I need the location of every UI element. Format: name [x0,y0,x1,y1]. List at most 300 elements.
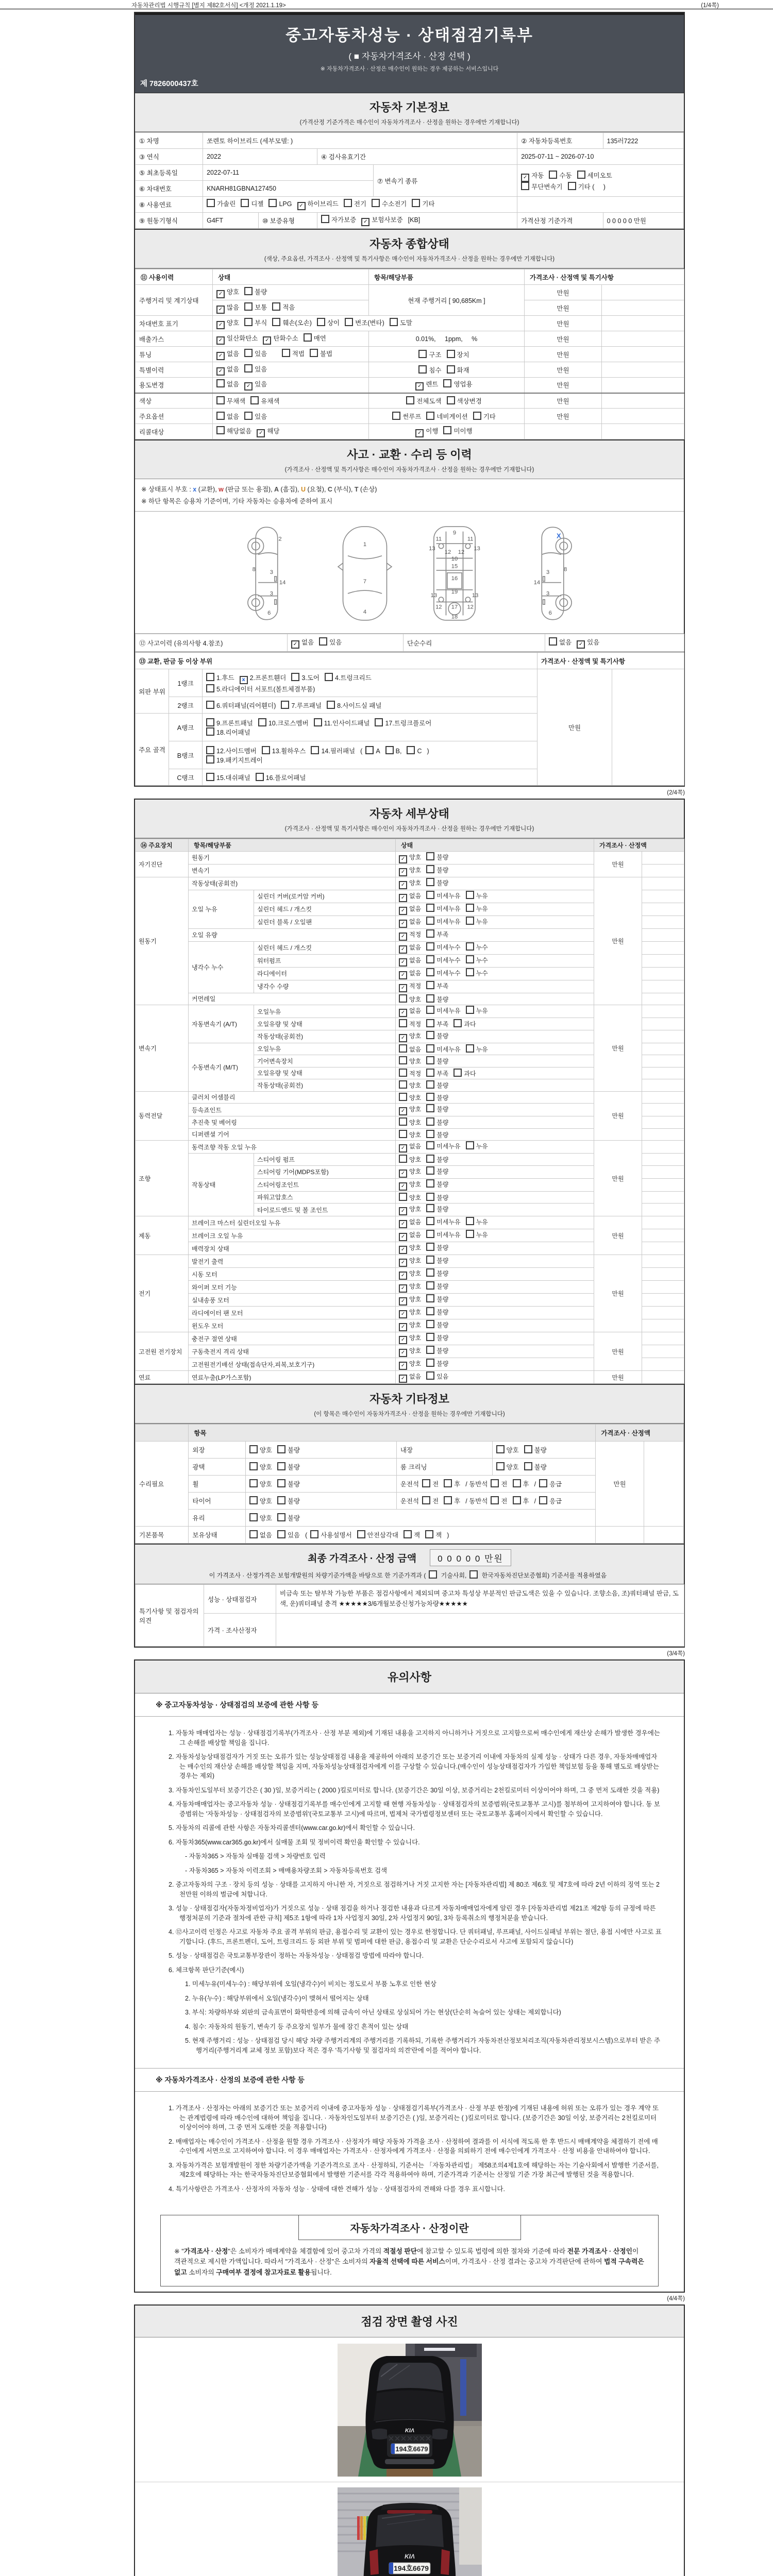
checkbox-option[interactable] [466,891,488,900]
checkbox-option[interactable] [447,350,469,359]
checkbox-option[interactable] [399,1093,421,1102]
empty-box-icon[interactable] [426,1307,434,1315]
checkbox-option[interactable] [240,673,287,684]
checked-box-icon[interactable]: ✓ [244,382,253,391]
empty-box-icon[interactable] [357,1530,365,1538]
checkbox-option[interactable] [426,1268,448,1278]
checkbox-option[interactable] [244,287,267,296]
checked-box-icon[interactable]: ✓ [399,1310,407,1318]
empty-box-icon[interactable] [496,1445,505,1453]
checked-box-icon[interactable]: ✓ [216,352,225,360]
checkbox-option[interactable] [291,637,314,649]
checkbox-option[interactable] [399,1333,421,1344]
empty-box-icon[interactable] [250,396,259,404]
checked-box-icon[interactable]: ✓ [399,920,407,928]
checkbox-option[interactable] [250,396,279,405]
empty-box-icon[interactable] [277,1513,285,1521]
empty-box-icon[interactable] [577,171,585,179]
checked-box-icon[interactable]: ✓ [291,640,299,649]
checkbox-option[interactable] [399,1230,421,1241]
checkbox-option[interactable] [426,1333,448,1342]
empty-box-icon[interactable] [216,426,225,434]
checked-box-icon[interactable]: ✓ [521,174,529,182]
checked-box-icon[interactable]: ✓ [577,640,585,649]
checked-box-icon[interactable]: ✓ [399,1336,407,1344]
checked-box-icon[interactable]: ✓ [399,1009,407,1017]
checkbox-option[interactable] [249,1530,272,1539]
checkbox-option[interactable] [513,1496,529,1505]
checkbox-option[interactable] [277,1530,300,1539]
empty-box-icon[interactable] [426,1093,434,1101]
checkbox-option[interactable] [325,673,372,682]
empty-box-icon[interactable] [399,1080,407,1089]
empty-box-icon[interactable] [399,994,407,1003]
checkbox-option[interactable] [496,1445,519,1454]
checkbox-option[interactable] [426,942,460,952]
empty-box-icon[interactable] [425,1530,433,1538]
checked-box-icon[interactable]: ✓ [399,933,407,941]
checkbox-option[interactable] [249,1462,272,1471]
checkbox-option[interactable] [277,1462,300,1471]
checkbox-option[interactable] [539,1496,562,1505]
empty-box-icon[interactable] [426,1019,434,1027]
checkbox-option[interactable] [216,287,239,298]
checkbox-option[interactable] [241,199,263,208]
checkbox-option[interactable] [399,1019,421,1028]
empty-box-icon[interactable] [404,1530,412,1538]
checked-box-icon[interactable]: ✓ [399,1246,407,1254]
checkbox-option[interactable] [399,1006,421,1017]
empty-box-icon[interactable] [319,637,327,646]
checkbox-option[interactable] [317,318,340,327]
empty-box-icon[interactable] [314,718,322,726]
checkbox-option[interactable] [399,1105,421,1115]
checked-box-icon[interactable]: ✓ [257,429,265,437]
checkbox-option[interactable] [361,215,402,226]
checkbox-option[interactable] [466,1006,488,1015]
checkbox-option[interactable] [426,1320,448,1329]
empty-box-icon[interactable] [244,318,253,326]
checkbox-option[interactable] [399,1155,421,1164]
checkbox-option[interactable] [390,318,412,327]
checkbox-option[interactable] [256,773,306,782]
checkbox-option[interactable] [277,1513,300,1522]
checkbox-option[interactable] [249,1496,272,1505]
empty-box-icon[interactable] [447,396,455,404]
empty-box-icon[interactable] [513,1496,521,1504]
empty-box-icon[interactable] [321,215,329,223]
checked-box-icon[interactable]: ✓ [297,202,306,210]
empty-box-icon[interactable] [426,1044,434,1053]
checked-box-icon[interactable]: ✓ [361,218,369,226]
empty-box-icon[interactable] [426,878,434,886]
checkbox-option[interactable] [426,1193,448,1202]
empty-box-icon[interactable] [399,1117,407,1126]
checked-box-icon[interactable]: ✓ [399,1362,407,1370]
checkbox-option[interactable] [426,1044,460,1054]
checkbox-option[interactable] [568,182,606,191]
checkbox-option[interactable] [216,302,239,314]
empty-box-icon[interactable] [549,171,557,179]
checkbox-option[interactable] [244,412,267,421]
empty-box-icon[interactable] [418,350,427,358]
checked-box-icon[interactable]: ✓ [216,290,225,298]
empty-box-icon[interactable] [244,302,253,311]
empty-box-icon[interactable] [249,1530,258,1538]
checkbox-option[interactable] [365,746,380,755]
empty-box-icon[interactable] [311,746,319,754]
checkbox-option[interactable] [418,365,441,375]
empty-box-icon[interactable] [426,1243,434,1251]
checkbox-option[interactable] [399,981,421,992]
empty-box-icon[interactable] [262,746,270,754]
checkbox-option[interactable] [244,318,267,327]
checkbox-option[interactable] [415,426,438,437]
empty-box-icon[interactable] [426,1333,434,1341]
checked-box-icon[interactable]: ✓ [216,306,225,314]
empty-box-icon[interactable] [426,994,434,1003]
checkbox-option[interactable] [249,1479,272,1488]
checkbox-option[interactable] [549,637,572,647]
checkbox-option[interactable] [425,1530,442,1539]
checkbox-option[interactable] [415,379,438,391]
empty-box-icon[interactable] [426,1256,434,1264]
empty-box-icon[interactable] [412,199,420,207]
checkbox-option[interactable] [399,1069,421,1078]
empty-box-icon[interactable] [426,955,434,963]
checkbox-option[interactable] [426,1346,448,1355]
empty-box-icon[interactable] [281,701,289,709]
checkbox-option[interactable] [216,379,239,388]
empty-box-icon[interactable] [426,929,434,938]
checkbox-option[interactable] [444,1496,460,1505]
checked-box-icon[interactable]: ✓ [399,894,407,902]
empty-box-icon[interactable] [426,1155,434,1163]
empty-box-icon[interactable] [206,727,214,736]
checked-box-icon[interactable]: ✓ [399,1272,407,1280]
checkbox-option[interactable] [426,1281,448,1291]
checkbox-option[interactable] [426,1204,448,1213]
empty-box-icon[interactable] [207,199,215,207]
empty-box-icon[interactable] [249,1496,258,1504]
checkbox-option[interactable] [426,878,448,887]
checkbox-option[interactable] [277,1445,300,1454]
checkbox-option[interactable] [399,1180,421,1191]
empty-box-icon[interactable] [426,1217,434,1225]
checkbox-option[interactable] [244,302,267,312]
checkbox-option[interactable] [216,333,258,345]
checked-box-icon[interactable]: ✓ [415,429,424,437]
checkbox-option[interactable] [521,182,562,191]
empty-box-icon[interactable] [426,1056,434,1064]
checkbox-option[interactable] [466,917,488,926]
empty-box-icon[interactable] [426,1130,434,1138]
checkbox-option[interactable] [426,1155,448,1164]
checked-box-icon[interactable]: ✓ [415,382,424,391]
empty-box-icon[interactable] [473,412,481,420]
empty-box-icon[interactable] [426,1117,434,1126]
checkbox-option[interactable] [453,1019,476,1028]
empty-box-icon[interactable] [447,350,455,358]
checkbox-option[interactable] [491,1496,507,1505]
empty-box-icon[interactable] [443,426,451,434]
checked-box-icon[interactable]: ✓ [216,321,225,329]
empty-box-icon[interactable] [422,1496,430,1504]
empty-box-icon[interactable] [443,379,451,387]
checkbox-option[interactable] [291,673,320,682]
empty-box-icon[interactable] [272,302,280,311]
empty-box-icon[interactable] [426,917,434,925]
checkbox-option[interactable] [399,1256,421,1267]
empty-box-icon[interactable] [466,942,474,951]
empty-box-icon[interactable] [249,1513,258,1521]
empty-box-icon[interactable] [426,852,434,860]
checkbox-option[interactable] [399,1080,421,1090]
empty-box-icon[interactable] [277,1530,285,1538]
checkbox-option[interactable] [399,1193,421,1202]
checkbox-option[interactable] [524,1445,547,1454]
checked-box-icon[interactable]: ✓ [216,367,225,376]
checkbox-option[interactable] [466,1141,488,1150]
checkbox-option[interactable] [426,1256,448,1265]
checkbox-option[interactable] [399,1142,421,1153]
checkbox-option[interactable] [426,1019,448,1028]
checkbox-option[interactable] [426,1056,448,1065]
checkbox-option[interactable] [577,171,612,180]
checkbox-option[interactable] [372,199,407,208]
empty-box-icon[interactable] [426,1193,434,1201]
checked-box-icon[interactable]: ✓ [399,984,407,992]
checkbox-option[interactable] [399,943,421,954]
empty-box-icon[interactable] [426,1080,434,1089]
checkbox-option[interactable] [399,1308,421,1318]
checkbox-option[interactable] [496,1462,519,1471]
checkbox-option[interactable] [399,853,421,863]
checkbox-option[interactable] [399,969,421,979]
checkbox-option[interactable] [206,673,234,682]
checked-box-icon[interactable]: ✓ [399,1034,407,1042]
checkbox-option[interactable] [426,1006,460,1015]
checkbox-option[interactable] [327,701,381,710]
empty-box-icon[interactable] [549,637,557,646]
checkbox-option[interactable] [399,866,421,876]
checkbox-option[interactable] [216,318,239,329]
checkbox-option[interactable] [272,302,295,312]
checked-box-icon[interactable]: ✓ [399,855,407,863]
checkbox-option[interactable] [466,1230,488,1239]
empty-box-icon[interactable] [268,199,277,207]
checkbox-option[interactable] [392,412,421,421]
empty-box-icon[interactable] [496,1462,505,1470]
empty-box-icon[interactable] [422,1479,430,1487]
empty-box-icon[interactable] [249,1445,258,1453]
checkbox-option[interactable] [426,1031,448,1040]
checkbox-option[interactable] [399,1295,421,1306]
checkbox-option[interactable] [263,333,298,345]
checkbox-option[interactable] [426,968,460,977]
checkbox[interactable] [469,1570,478,1579]
checkbox-option[interactable] [426,994,448,1004]
empty-box-icon[interactable] [426,412,434,420]
empty-box-icon[interactable] [345,318,353,326]
checkbox-option[interactable] [304,333,326,343]
empty-box-icon[interactable] [426,1006,434,1014]
empty-box-icon[interactable] [272,318,280,326]
checked-box-icon[interactable]: ✓ [399,907,407,915]
checkbox-option[interactable] [406,396,441,405]
empty-box-icon[interactable] [568,182,576,190]
checkbox-option[interactable] [399,1346,421,1357]
empty-box-icon[interactable] [244,412,253,420]
empty-box-icon[interactable] [399,1193,407,1201]
checkbox-option[interactable] [426,891,460,900]
checkbox-option[interactable] [375,718,431,727]
checked-box-icon[interactable]: ✓ [399,1349,407,1357]
checkbox-option[interactable] [399,917,421,928]
empty-box-icon[interactable] [399,1019,407,1027]
checkbox-option[interactable] [272,318,312,327]
checkbox-option[interactable] [257,426,279,437]
checked-box-icon[interactable]: ✓ [399,1144,407,1153]
empty-box-icon[interactable] [491,1496,499,1504]
checkbox-option[interactable] [244,379,267,391]
checked-box-icon[interactable]: ✓ [399,971,407,979]
empty-box-icon[interactable] [466,904,474,912]
checkbox-option[interactable] [277,1496,300,1505]
checkbox-option[interactable] [310,1530,351,1539]
checkbox-option[interactable] [281,701,322,710]
checkbox-option[interactable] [399,1282,421,1293]
empty-box-icon[interactable] [426,968,434,976]
checkbox-option[interactable] [399,1217,421,1228]
checkbox-option[interactable] [418,350,441,359]
checkbox-option[interactable] [277,1479,300,1488]
checked-box-icon[interactable]: ✓ [399,1375,407,1383]
checkbox-option[interactable] [399,891,421,902]
checkbox-option[interactable] [426,981,448,990]
empty-box-icon[interactable] [426,891,434,899]
checked-box-icon[interactable]: ✓ [263,336,271,345]
checkbox-option[interactable] [399,956,421,967]
empty-box-icon[interactable] [466,1217,474,1225]
checkbox-option[interactable] [404,1530,420,1539]
checkbox-option[interactable] [399,1372,421,1383]
checkbox-option[interactable] [399,1056,421,1065]
empty-box-icon[interactable] [466,968,474,976]
empty-box-icon[interactable] [206,746,214,754]
checkbox-option[interactable] [206,684,315,693]
empty-box-icon[interactable] [453,1019,462,1027]
checkbox-option[interactable] [249,1445,272,1454]
checkbox-option[interactable] [426,929,448,939]
empty-box-icon[interactable] [453,1069,462,1077]
empty-box-icon[interactable] [426,1179,434,1188]
empty-box-icon[interactable] [399,1130,407,1138]
empty-box-icon[interactable] [426,1141,434,1149]
checkbox-option[interactable] [466,904,488,913]
empty-box-icon[interactable] [399,1044,407,1053]
empty-box-icon[interactable] [524,1445,532,1453]
empty-box-icon[interactable] [365,746,374,754]
checked-box-icon[interactable]: ✓ [399,1182,407,1191]
checkbox-option[interactable] [268,199,292,208]
empty-box-icon[interactable] [426,1166,434,1175]
checkbox-option[interactable] [426,1359,448,1368]
empty-box-icon[interactable] [372,199,380,207]
checked-box-icon[interactable]: ✓ [399,1259,407,1267]
empty-box-icon[interactable] [466,1230,474,1238]
checkbox-option[interactable] [262,746,306,755]
checkbox-option[interactable] [216,412,239,421]
checkbox-option[interactable] [426,917,460,926]
checkbox-option[interactable] [426,1307,448,1316]
checkbox-option[interactable] [399,1117,421,1127]
checkbox-option[interactable] [426,1179,448,1189]
empty-box-icon[interactable] [310,349,318,357]
empty-box-icon[interactable] [241,199,249,207]
empty-box-icon[interactable] [399,1155,407,1163]
checkbox-option[interactable] [216,349,239,360]
checkbox-option[interactable] [539,1479,562,1488]
empty-box-icon[interactable] [258,718,266,726]
checkbox-option[interactable] [443,426,472,435]
checkbox-option[interactable] [399,878,421,889]
checked-box-icon[interactable]: ✓ [399,1284,407,1293]
empty-box-icon[interactable] [282,349,290,357]
empty-box-icon[interactable] [444,1479,452,1487]
empty-box-icon[interactable] [406,396,414,404]
empty-box-icon[interactable] [521,182,529,190]
checkbox-option[interactable] [447,396,482,405]
empty-box-icon[interactable] [256,773,264,781]
checkbox-option[interactable] [412,199,434,208]
checkbox-option[interactable] [426,1104,448,1113]
checkbox-option[interactable] [422,1496,439,1505]
checkbox-option[interactable] [426,1294,448,1303]
checkbox-option[interactable] [444,1479,460,1488]
empty-box-icon[interactable] [426,1268,434,1277]
empty-box-icon[interactable] [392,412,400,420]
checkbox-option[interactable] [422,1479,439,1488]
empty-box-icon[interactable] [375,718,383,726]
checkbox-option[interactable] [453,1069,476,1078]
checked-box-icon[interactable]: ✓ [399,1207,407,1215]
checkbox-option[interactable] [399,1167,421,1178]
checkbox-option[interactable] [577,637,599,649]
empty-box-icon[interactable] [426,981,434,989]
empty-box-icon[interactable] [206,701,214,709]
checkbox-option[interactable] [385,746,402,755]
checkbox-option[interactable] [344,199,366,208]
empty-box-icon[interactable] [216,379,225,387]
checked-box-icon[interactable]: ✓ [216,336,225,345]
checked-box-icon[interactable]: ✓ [399,1170,407,1178]
empty-box-icon[interactable] [399,1093,407,1101]
empty-box-icon[interactable] [249,1479,258,1487]
checked-box-icon[interactable]: ✓ [399,1107,407,1115]
empty-box-icon[interactable] [426,1069,434,1077]
checkbox-option[interactable] [249,1513,272,1522]
empty-box-icon[interactable] [539,1496,547,1504]
checkbox-option[interactable] [244,364,267,374]
empty-box-icon[interactable] [277,1445,285,1453]
checkbox-option[interactable] [207,199,236,208]
empty-box-icon[interactable] [466,1006,474,1014]
checkbox-option[interactable] [426,955,460,964]
empty-box-icon[interactable] [206,684,214,692]
checkbox-option[interactable] [311,746,355,755]
checkbox-option[interactable] [466,1217,488,1226]
